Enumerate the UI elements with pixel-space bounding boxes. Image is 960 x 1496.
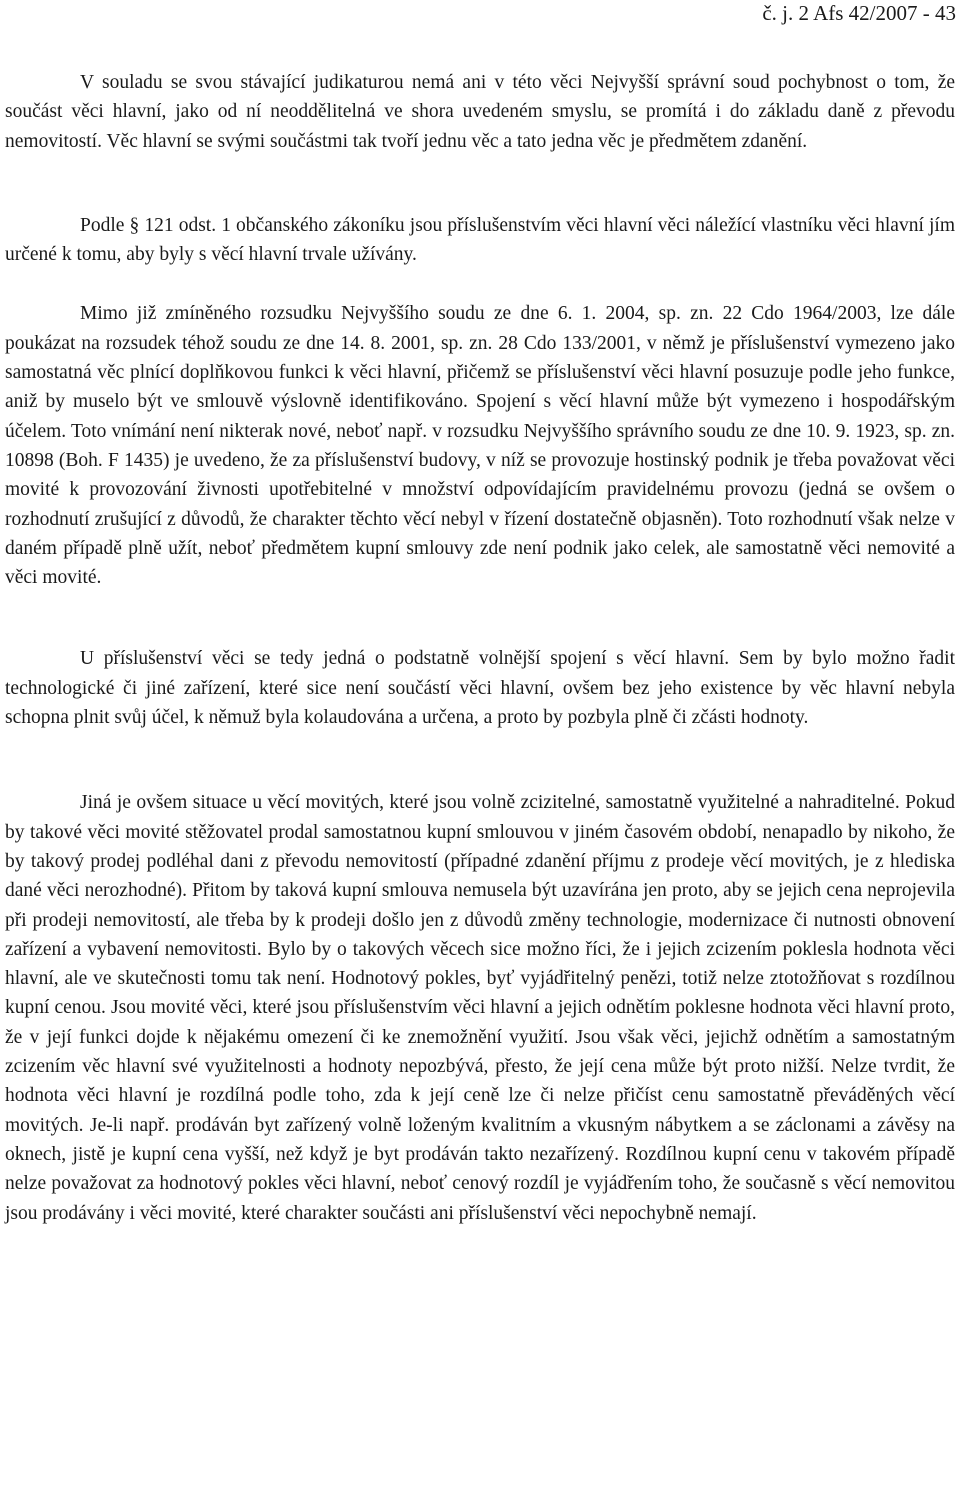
document-page	[5, 0, 955, 1228]
paragraph-4: U příslušenství věci se tedy jedná o podstatně volnější spojení s věcí hlavní. Sem by bylo možno řadit technologické či jiné zařízení, které sice není součástí věci hlavní, ovšem bez jeho existence by věc hlavní nebyla schopna plnit svůj účel, k němuž byla kolaudována a určena, a proto by pozbyla plně či zčásti hodnoty.	[5, 648, 955, 729]
paragraph-1: V souladu se svou stávající judikaturou nemá ani v této věci Nejvyšší správní soud pochybnost o tom, že součást věci hlavní, jako od ní neoddělitelná ve shora uvedeném smyslu, se promítá i do základu daně z převodu nemovitostí. Věc hlavní se svými součástmi tak tvoří jednu věc a tato jedna věc je předmětem zdanění.	[5, 72, 955, 152]
paragraph-3: Mimo již zmíněného rozsudku Nejvyššího soudu ze dne 6. 1. 2004, sp. zn. 22 Cdo 1964/2003, lze dále poukázat na rozsudek téhož soudu ze dne 14. 8. 2001, sp. zn. 28 Cdo 133/2001, v němž je příslušenství vymezeno jako samostatná věc plnící doplňkovou funkci k věci hlavní, přičemž se příslušenství věci hlavní posuzuje podle jeho funkce, aniž by muselo být ve smlouvě výslovně identifikováno. Spojení s věcí hlavní může být vymezeno i hospodářským účelem. Toto vnímání není nikterak nové, neboť např. v rozsudku Nejvyššího správního soudu ze dne 10. 9. 1923, sp. zn. 10898 (Boh. F 1435) je uvedeno, že za příslušenství budovy, v níž se provozuje hostinský podnik je třeba považovat věci movité k provozování živnosti upotřebitelné v množství odpovídajícím pravidelnému provozu (jedná se ovšem o rozhodnutí zrušující z důvodů, že charakter těchto věcí nebyl v řízení dostatečně objasněn). Toto rozhodnutí však nelze v daném případě plně užít, neboť předmětem kupní smlouvy zde není podnik jako celek, ale samostatně věci nemovité a věci movité.	[5, 303, 955, 589]
case-reference: č. j. 2 Afs 42/2007 - 43	[762, 1, 956, 25]
paragraph-2: Podle § 121 odst. 1 občanského zákoníku jsou příslušenstvím věci hlavní věci náležící vlastníku věci hlavní jím určené k tomu, aby byly s věcí hlavní trvale užívány.	[5, 214, 955, 266]
paragraph-5: Jiná je ovšem situace u věcí movitých, které jsou volně zcizitelné, samostatně využitelné a nahraditelné. Pokud by takové věci movité stěžovatel prodal samostatnou kupní smlouvou v jiném časovém období, nenapadlo by nikoho, že by takový prodej podléhal dani z převodu nemovitostí (případné zdanění příjmu z prodeje věcí movitých, je z hlediska dané věci nerozhodné). Přitom by taková kupní smlouva nemusela být uzavírána jen proto, aby se jejich cena neprojevila při prodeji nemovitostí, ale třeba by k prodeji došlo jen z důvodů změny technologie, modernizace či nutnosti obnovení zařízení a vybavení nemovitosti. Bylo by o takových věcech sice možno říci, že i jejich zcizením poklesla hodnota věci hlavní, ale ve skutečnosti tomu tak není. Hodnotový pokles, byť vyjádřitelný penězi, totiž nelze ztotožňovat s rozdílnou kupní cenou. Jsou movité věci, které jsou příslušenstvím věci hlavní a jejich odnětím poklesne hodnota věci hlavní proto, že v její funkci dojde k nějakému omezení či ke znemožnění využití. Jsou však věci, jejichž odnětím a samostatným zcizením věc hlavní své využitelnosti a hodnoty nepozbývá, přesto, že její cena může být proto nižší. Nelze tvrdit, že hodnota věci hlavní je rozdílná podle toho, zda k její ceně lze či nelze přičíst cenu samostatně převáděných věcí movitých. Je-li např. prodáván byt zařízený volně loženým kvalitním a vkusným nábytkem a se záclonami a závěsy na oknech, jistě je kupní cena vyšší, než když je byt prodáván takto nezařízený. Rozdílnou kupní cenu v takovém případě nelze považovat za hodnotový pokles věci hlavní, neboť cenový rozdíl je vyjádřením toho, že současně s věcí nemovitou jsou prodávány i věci movité, které charakter součásti ani příslušenství věci nepochybně nemají.	[5, 792, 955, 1224]
